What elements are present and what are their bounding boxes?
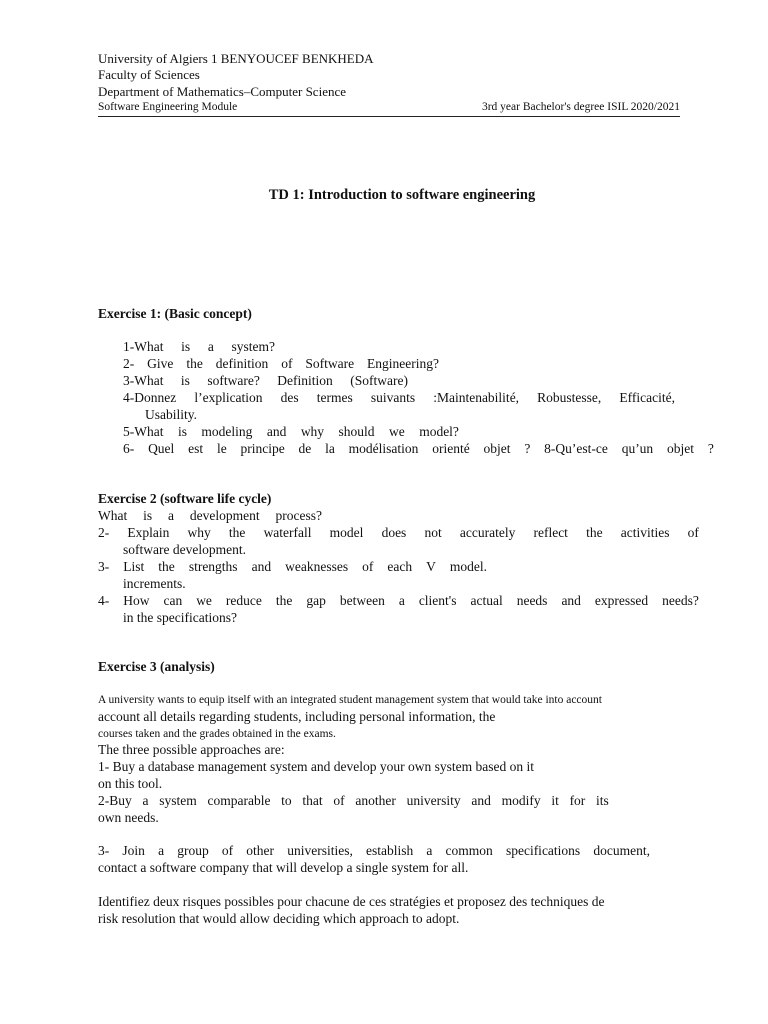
- word: gap: [306, 593, 326, 608]
- word: document,: [593, 843, 650, 858]
- word: actual: [470, 593, 503, 608]
- ex3-paragraph-line-1: A university wants to equip itself with an integrated student management system that would take into account: [98, 694, 602, 706]
- word: Explain: [127, 525, 170, 540]
- word: modeling: [201, 424, 253, 439]
- word: l’explication: [194, 390, 263, 405]
- word: and: [251, 559, 272, 574]
- word: and: [561, 593, 581, 608]
- word: :Maintenabilité,: [433, 390, 520, 405]
- word: 1-What: [123, 339, 164, 354]
- word: Join: [122, 843, 145, 858]
- word: client's: [418, 593, 457, 608]
- ex2-question-2-continued: software development.: [123, 542, 246, 557]
- word: Software: [305, 356, 355, 371]
- word: can: [163, 593, 183, 608]
- word: of: [221, 843, 234, 858]
- word: activities: [620, 525, 670, 540]
- word: la: [325, 441, 335, 456]
- ex3-approach-1-line-1: 1- Buy a database management system and develop your own system based on it: [98, 759, 535, 774]
- word: 2-: [98, 525, 110, 540]
- word: How: [123, 593, 150, 608]
- word: weaknesses: [285, 559, 349, 574]
- word: the: [186, 356, 203, 371]
- word: is: [181, 339, 191, 354]
- word: qu’un: [621, 441, 654, 456]
- word: we: [196, 593, 212, 608]
- word: of: [281, 356, 293, 371]
- word: a: [398, 593, 405, 608]
- word: le: [216, 441, 227, 456]
- word: process?: [275, 508, 322, 523]
- word: universities,: [287, 843, 353, 858]
- header-divider: [98, 116, 680, 117]
- word: Definition: [277, 373, 333, 388]
- ex2-question-4-continued: in the specifications?: [123, 610, 237, 625]
- word: system: [159, 793, 197, 808]
- word: a: [168, 508, 175, 523]
- word: 4-Donnez: [123, 390, 177, 405]
- ex2-question-3-continued: increments.: [123, 576, 186, 591]
- word: that: [302, 793, 323, 808]
- word: Engineering?: [367, 356, 439, 371]
- word: ?: [707, 441, 714, 456]
- word: of: [333, 793, 345, 808]
- word: objet: [667, 441, 694, 456]
- word: specifications: [505, 843, 581, 858]
- word: 2-: [123, 356, 135, 371]
- ex3-paragraph-line-3: courses taken and the grades obtained in the exams.: [98, 728, 336, 740]
- word: of: [362, 559, 374, 574]
- ex3-paragraph-line-4: The three possible approaches are:: [98, 742, 285, 757]
- word: a: [158, 843, 165, 858]
- word: why: [300, 424, 325, 439]
- word: system?: [231, 339, 275, 354]
- ex1-question-6: [123, 440, 714, 457]
- word: establish: [365, 843, 414, 858]
- ex3-final-line-1: Identifiez deux risques possibles pour chacune de ces stratégies et proposez des techniques de: [98, 894, 605, 909]
- word: university: [406, 793, 461, 808]
- word: it: [551, 793, 559, 808]
- word: is: [177, 424, 187, 439]
- word: the: [158, 559, 175, 574]
- word: common: [445, 843, 493, 858]
- university-name: University of Algiers 1 BENYOUCEF BENKHEDA: [98, 51, 374, 66]
- word: needs: [516, 593, 548, 608]
- word: 5-What: [123, 424, 164, 439]
- word: is: [180, 373, 190, 388]
- faculty-name: Faculty of Sciences: [98, 67, 200, 82]
- word: List: [123, 559, 145, 574]
- word: 3-: [98, 843, 110, 858]
- ex3-paragraph-line-2: account all details regarding students, including personal information, the: [98, 709, 496, 724]
- ex1-question-1: [123, 338, 275, 355]
- ex3-approach-3-line-2: contact a software company that will develop a single system for all.: [98, 860, 469, 875]
- exercise-3-heading: Exercise 3 (analysis): [98, 659, 215, 674]
- word: accurately: [459, 525, 516, 540]
- word: reduce: [225, 593, 262, 608]
- ex3-approach-2-line-1: [98, 792, 609, 809]
- word: the: [228, 525, 246, 540]
- academic-year: 3rd year Bachelor's degree ISIL 2020/2021: [481, 101, 680, 113]
- word: needs?: [662, 593, 699, 608]
- ex2-question-4: [98, 592, 699, 609]
- word: principe: [240, 441, 285, 456]
- word: 3-What: [123, 373, 164, 388]
- word: model.: [449, 559, 487, 574]
- module-name: Software Engineering Module: [98, 101, 238, 113]
- word: 2-Buy: [98, 793, 132, 808]
- word: suivants: [370, 390, 416, 405]
- word: each: [387, 559, 413, 574]
- document-title: TD 1: Introduction to software engineering: [268, 187, 536, 203]
- word: is: [143, 508, 153, 523]
- word: termes: [316, 390, 353, 405]
- exercise-2-heading: Exercise 2 (software life cycle): [98, 491, 272, 506]
- word: 4-: [98, 593, 110, 608]
- word: comparable: [207, 793, 271, 808]
- word: and: [266, 424, 287, 439]
- word: should: [338, 424, 375, 439]
- word: strengths: [188, 559, 238, 574]
- ex3-final-line-2: risk resolution that would allow deciding which approach to adopt.: [98, 911, 460, 926]
- word: its: [596, 793, 609, 808]
- word: model?: [419, 424, 459, 439]
- ex3-approach-1-line-2: on this tool.: [98, 776, 163, 791]
- word: a: [142, 793, 149, 808]
- word: we: [388, 424, 405, 439]
- word: another: [355, 793, 396, 808]
- word: (Software): [350, 373, 408, 388]
- word: and: [471, 793, 491, 808]
- word: Efficacité,: [619, 390, 675, 405]
- word: modify: [501, 793, 541, 808]
- word: What: [98, 508, 128, 523]
- exercise-1-heading: Exercise 1: (Basic concept): [98, 306, 252, 321]
- word: model: [329, 525, 364, 540]
- ex1-question-2: [123, 355, 439, 372]
- word: 6-: [123, 441, 135, 456]
- word: waterfall: [263, 525, 312, 540]
- word: development: [189, 508, 260, 523]
- word: modélisation: [348, 441, 419, 456]
- ex2-question-2: [98, 524, 699, 541]
- ex1-question-4: [123, 389, 675, 406]
- word: Quel: [148, 441, 175, 456]
- word: objet: [483, 441, 511, 456]
- word: orienté: [432, 441, 470, 456]
- word: 8-Qu’est-ce: [544, 441, 608, 456]
- ex3-approach-3-line-1: [98, 842, 650, 859]
- word: reflect: [533, 525, 568, 540]
- word: Robustesse,: [537, 390, 602, 405]
- ex1-question-4-continued: Usability.: [145, 407, 197, 422]
- word: definition: [215, 356, 269, 371]
- word: the: [275, 593, 293, 608]
- word: not: [424, 525, 442, 540]
- word: the: [586, 525, 603, 540]
- ex2-intro: [98, 507, 322, 524]
- word: de: [298, 441, 312, 456]
- word: V: [426, 559, 436, 574]
- word: of: [687, 525, 699, 540]
- word: est: [188, 441, 204, 456]
- word: a: [207, 339, 214, 354]
- word: 3-: [98, 559, 110, 574]
- word: group: [177, 843, 209, 858]
- word: software?: [207, 373, 260, 388]
- ex1-question-5: [123, 423, 459, 440]
- word: Give: [147, 356, 174, 371]
- word: does: [381, 525, 407, 540]
- word: to: [281, 793, 292, 808]
- ex1-question-3: [123, 372, 408, 389]
- word: a: [426, 843, 433, 858]
- word: other: [246, 843, 275, 858]
- department-name: Department of Mathematics–Computer Science: [98, 84, 347, 99]
- word: between: [339, 593, 385, 608]
- word: des: [280, 390, 299, 405]
- word: for: [569, 793, 586, 808]
- word: why: [187, 525, 211, 540]
- ex3-approach-2-line-2: own needs.: [98, 810, 159, 825]
- word: ?: [524, 441, 531, 456]
- word: expressed: [594, 593, 649, 608]
- ex2-question-3: [98, 558, 487, 575]
